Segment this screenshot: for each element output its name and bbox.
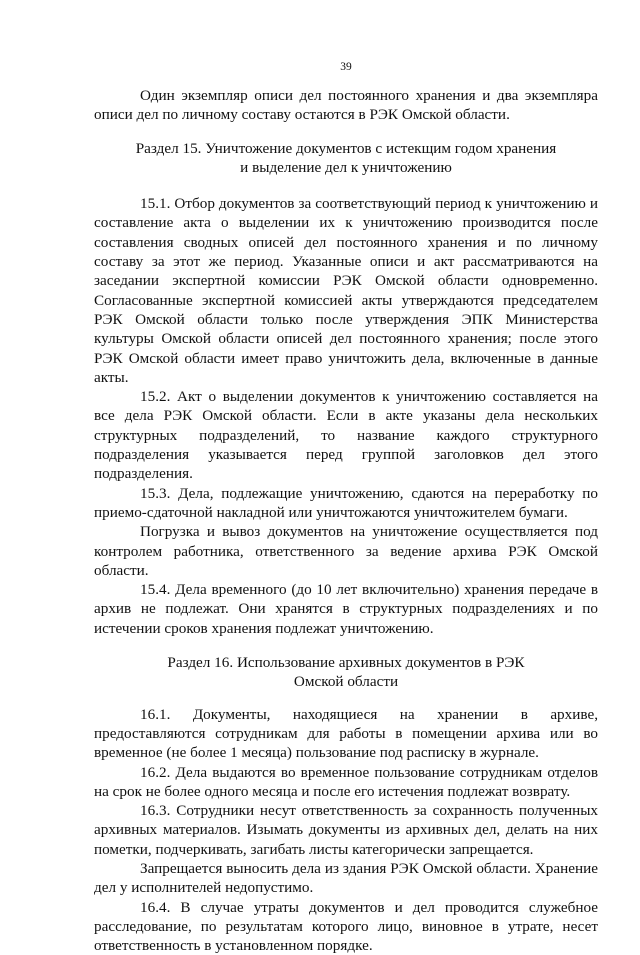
paragraph-16-1: 16.1. Документы, находящиеся на хранении в архиве, предоставляются сотрудникам для работы в помещении архива или во временное (не более 1 месяца) пользование под расписку в журнале. — [94, 705, 598, 762]
paragraph-15-3-cont: Погрузка и вывоз документов на уничтожение осуществляется под контролем работника, ответственного за ведение архива РЭК Омской области. — [94, 523, 598, 579]
paragraph-16-4: 16.4. В случае утраты документов и дел проводится служебное расследование, по результатам которого лицо, виновное в утрате, несет ответственность в установленном порядке. — [94, 898, 598, 955]
paragraph-15-3: 15.3. Дела, подлежащие уничтожению, сдаются на переработку по приемо-сдаточной накладной или уничтожаются уничтожителем бумаги. — [94, 484, 598, 521]
section-16-heading: Раздел 16. Использование архивных документов в РЭК Омской области — [167, 654, 525, 691]
paragraph-15-1: 15.1. Отбор документов за соответствующий период к уничтожению и составление акта о выделении их к уничтожению производится после составления сводных описей дел постоянного хранения и по личному составу за этот же период. Указанные описи и акт рассматриваются на заседании экспертной комиссии РЭК Омской области одновременно. Согласованные экспертной комиссией акты утверждаются председателем РЭК Омской области только после утверждения ЭПК Министерства культуры Омской области описей дел постоянного хранения; после этого РЭК Омской области имеет право уничтожить дела, включенные в данные акты. — [94, 195, 598, 386]
paragraph-16-3: 16.3. Сотрудники несут ответственность за сохранность полученных архивных материалов. Изымать документы из архивных дел, делать на них пометки, подчеркивать, загибать листы категорически запрещается. — [94, 802, 598, 858]
section-15-heading: Раздел 15. Уничтожение документов с истекщим годом хранения и выделение дел к уничтожению — [135, 139, 557, 176]
paragraph-16-2: 16.2. Дела выдаются во временное пользование сотрудникам отделов на срок не более одного месяца и после его истечения подлежат возврату. — [94, 763, 598, 800]
page-number: 39 — [340, 61, 352, 73]
paragraph-16-3-cont: Запрещается выносить дела из здания РЭК Омской области. Хранение дел у исполнителей недопустимо. — [94, 859, 598, 897]
paragraph-15-2: 15.2. Акт о выделении документов к уничтожению составляется на все дела РЭК Омской области. Если в акте указаны дела нескольких структурных подразделений, то название каждого структурного подразделения указывается перед группой заголовков дел этого подразделения. — [94, 388, 598, 483]
intro-paragraph: Один экземпляр описи дел постоянного хранения и два экземпляра описи дел по личному составу остаются в РЭК Омской области. — [94, 87, 598, 124]
paragraph-15-4: 15.4. Дела временного (до 10 лет включительно) хранения передаче в архив не подлежат. Они хранятся в структурных подразделениях и по истечении сроков хранения подлежат уничтожению. — [94, 581, 598, 637]
